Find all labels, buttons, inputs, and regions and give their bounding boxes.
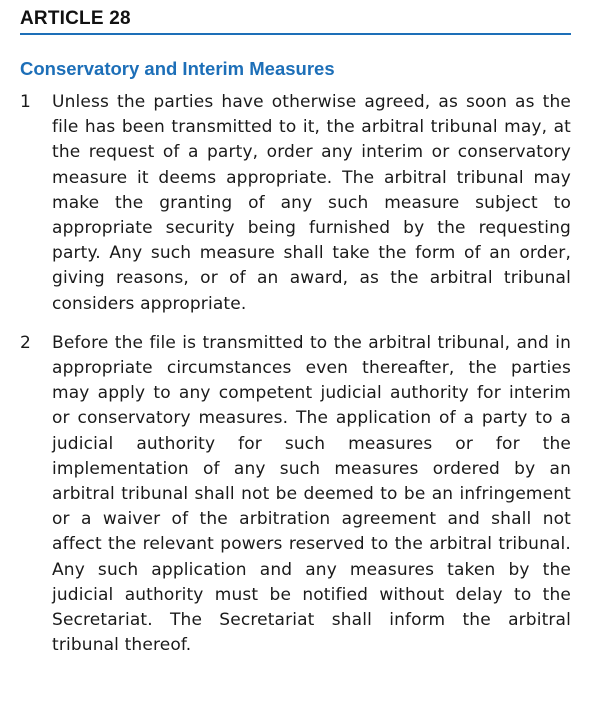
paragraph-1 [20,90,571,317]
paragraph-text: Before the file is transmitted to the arbitral tribunal, and in appropriate circumstances even thereafter, the parties may apply to any competent judicial authority for interim or conservatory measures. The application of a party to a judicial authority for such measures or for the implementation of any such measures ordered by an arbitral tribunal shall not be deemed to be an infringement or a waiver of the arbitration agreement and shall not affect the relevant powers reserved to the arbitral tribunal. Any such application and any measures taken by the judicial authority must be notified without delay to the Secretariat. The Secretariat shall inform the arbitral tribunal thereof. [52,332,571,656]
paragraph-2 [20,331,571,659]
paragraph-number: 1 [20,92,31,112]
document-page [20,8,571,658]
paragraph-text: Unless the parties have otherwise agreed, as soon as the file has been transmitted to it, the arbitral tribunal may, at the request of a party, order any interim or conservatory measure it deems appropriate. The arbitral tribunal may make the granting of any such measure subject to appropriate security being furnished by the requesting party. Any such measure shall take the form of an order, giving reasons, or of an award, as the arbitral tribunal considers appropriate. [52,92,571,314]
article-title: ARTICLE 28 [20,8,571,35]
section-heading: Conservatory and Interim Measures [20,58,335,79]
paragraph-number: 2 [20,332,31,353]
